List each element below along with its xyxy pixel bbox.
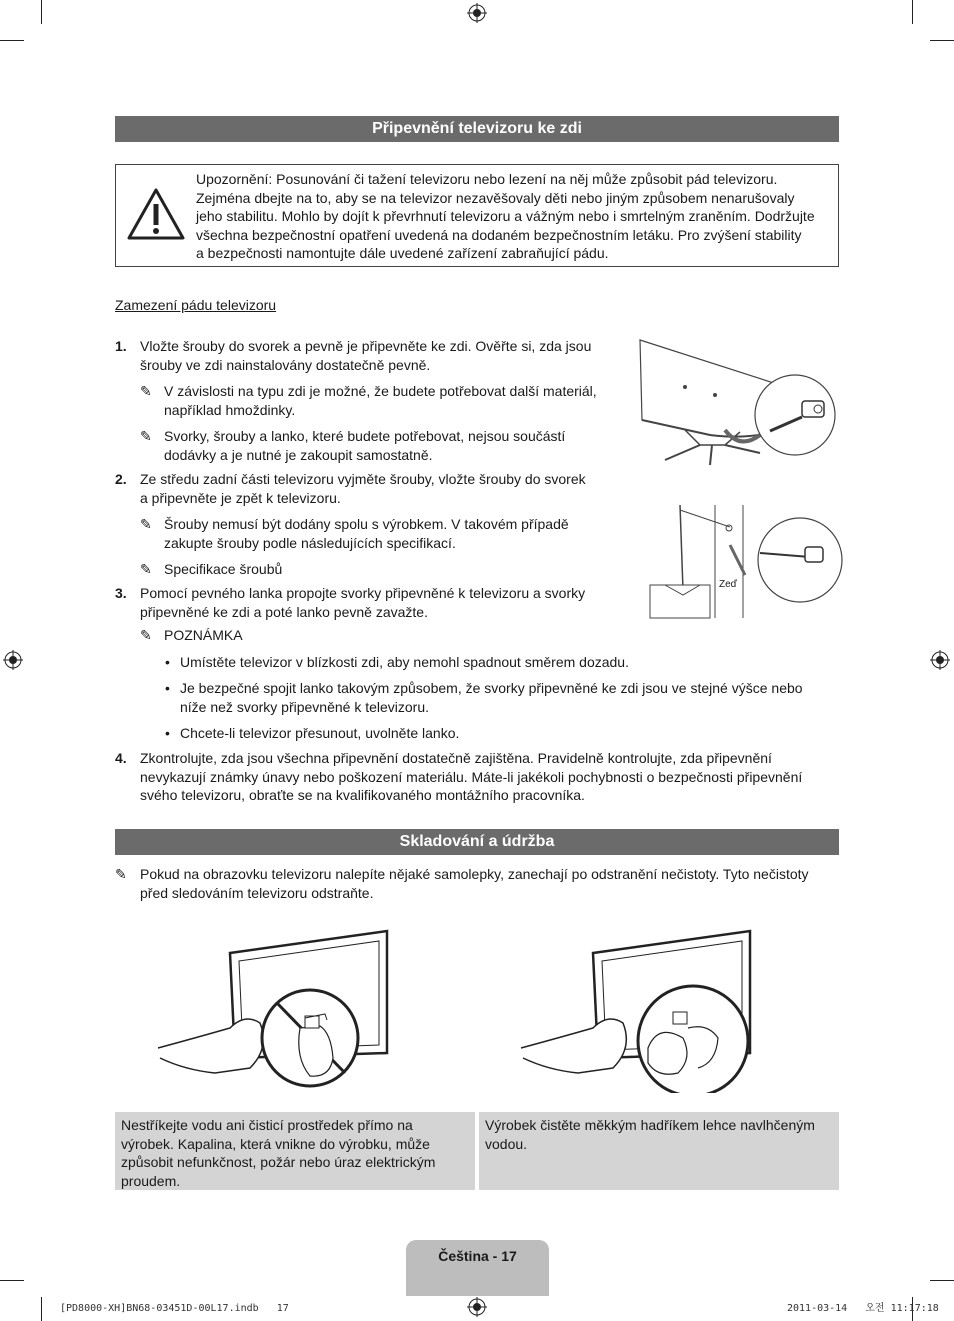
bullet-dot-icon: • (165, 654, 170, 670)
wall-label: Zeď (719, 579, 737, 590)
note-text (164, 382, 624, 419)
caption-do-not-spray (115, 1112, 475, 1190)
caption-line: proudem. (121, 1172, 181, 1189)
note-pencil-icon: ✎ (115, 866, 127, 882)
file-info: [PD8000-XH]BN68-03451D-00L17.indb 17 (60, 1303, 289, 1314)
note-label: POZNÁMKA (164, 627, 243, 643)
caption-soft-cloth (479, 1112, 839, 1190)
subheading-fall-prevention: Zamezení pádu televizoru (115, 297, 277, 313)
step-line: Vložte šrouby do svorek a pevně je připevněte ke zdi. Ověřte si, zda jsou (140, 338, 592, 354)
section-title-wall-mount: Připevnění televizoru ke zdi (115, 116, 839, 142)
crop-mark (930, 40, 954, 41)
spray-prohibited-illustration (155, 928, 395, 1088)
warning-line: všechna bezpečnostní opatření uvedená na dodaném bezpečnostním letáku. Pro zvýšení stability (196, 226, 802, 243)
bullet-line: Chcete-li televizor přesunout, uvolněte lanko. (180, 725, 460, 741)
bullet-text (180, 724, 840, 743)
warning-label: Upozornění (196, 171, 269, 187)
note-pencil-icon: ✎ (140, 428, 152, 444)
crop-mark (41, 1297, 42, 1321)
caption-line: Výrobek čistěte měkkým hadříkem lehce navlhčeným (485, 1117, 815, 1133)
step-text (140, 470, 620, 507)
note-line: Svorky, šrouby a lanko, které budete potřebovat, nejsou součástí (164, 428, 566, 444)
step-number: 3. (115, 585, 127, 601)
cloth-cleaning-illustration (518, 928, 758, 1093)
step-line: Ze středu zadní části televizoru vyjměte šrouby, vložte šrouby do svorek (140, 471, 586, 487)
registration-mark-icon (467, 1297, 487, 1317)
step-line: a připevněte je zpět k televizoru. (140, 489, 341, 506)
bullet-line: Umístěte televizor v blízkosti zdi, aby nemohl spadnout směrem dozadu. (180, 654, 629, 670)
note-line: Pokud na obrazovku televizoru nalepíte nějaké samolepky, zanechají po odstranění nečistoty. Tyto nečistoty (140, 866, 809, 882)
warning-line: jeho stabilitu. Mohlo by dojít k převrhnutí televizoru a vážným nebo i smrtelným zraněním. Dodržujte (196, 208, 815, 224)
step-text (140, 749, 840, 805)
step-number: 2. (115, 471, 127, 487)
registration-mark-icon (930, 650, 950, 670)
note-line: Šrouby nemusí být dodány spolu s výrobkem. V takovém případě (164, 516, 569, 532)
step-line: Pomocí pevného lanka propojte svorky připevněné k televizoru a svorky (140, 585, 586, 601)
crop-mark (930, 1280, 954, 1281)
warning-triangle-icon (126, 187, 186, 241)
bullet-line: Je bezpečné spojit lanko takovým způsobem, že svorky připevněné ke zdi jsou ve stejné výšce nebo (180, 680, 803, 696)
step-line: Zkontrolujte, zda jsou všechna připevnění dostatečně zajištěna. Pravidelně kontrolujte, zda připevnění (140, 750, 772, 766)
tv-back-clamp-illustration (630, 335, 845, 470)
bullet-text (180, 653, 840, 672)
registration-mark-icon (3, 650, 23, 670)
warning-line: a bezpečnosti namontujte dále uvedené zařízení zabraňující pádu. (196, 245, 609, 261)
step-line: svého televizoru, obraťte se na kvalifikovaného montážního pracovníka. (140, 787, 585, 803)
note-line: dodávky a je nutné je zakoupit samostatně. (164, 446, 433, 463)
note-pencil-icon: ✎ (140, 627, 152, 643)
crop-mark (912, 0, 913, 24)
step-number: 1. (115, 338, 127, 354)
registration-mark-icon (467, 3, 487, 23)
crop-mark (0, 40, 24, 41)
warning-line: : Posunování či tažení televizoru nebo lezení na něj může způsobit pád televizoru. (268, 171, 778, 187)
note-line: V závislosti na typu zdi je možné, že budete potřebovat další materiál, (164, 383, 597, 399)
caption-line: Nestříkejte vodu ani čisticí prostředek přímo na (121, 1117, 413, 1133)
caption-line: výrobek. Kapalina, která vnikne do výrobku, může (121, 1135, 430, 1152)
section-title-storage-maintenance: Skladování a údržba (115, 829, 839, 855)
bullet-dot-icon: • (165, 725, 170, 741)
page-number-tab (406, 1240, 549, 1296)
note-pencil-icon: ✎ (140, 561, 152, 577)
warning-line: Zejména dbejte na to, aby se na televizor nezavěšovaly děti nebo jiným způsobem nenarušovaly (196, 189, 795, 206)
step-line: šrouby ve zdi nainstalovány dostatečně pevně. (140, 356, 431, 373)
wall-side-illustration (645, 505, 845, 620)
bullet-dot-icon: • (165, 680, 170, 696)
page-number: Čeština - 17 (438, 1248, 517, 1264)
step-text (140, 337, 620, 374)
bullet-line: níže než svorky připevněné k televizoru. (180, 698, 430, 715)
note-text (164, 515, 624, 552)
note-pencil-icon: ✎ (140, 383, 152, 399)
date-info: 2011-03-14 오전 11:17:18 (787, 1303, 939, 1314)
note-text: Specifikace šroubů (164, 561, 283, 577)
note-pencil-icon: ✎ (140, 516, 152, 532)
step-text (140, 584, 620, 621)
note-line: před sledováním televizoru odstraňte. (140, 884, 374, 901)
note-line: například hmoždinky. (164, 401, 296, 418)
crop-mark (41, 0, 42, 24)
note-line: zakupte šrouby podle následujících specifikací. (164, 534, 456, 551)
crop-mark (0, 1280, 24, 1281)
step-line: připevněné ke zdi a poté lanko pevně zavažte. (140, 603, 428, 620)
note-text (164, 427, 624, 464)
caption-line: vodou. (485, 1135, 528, 1152)
warning-box (115, 164, 839, 267)
step-number: 4. (115, 750, 127, 766)
step-line: nevykazují známky únavy nebo poškození materiálu. Máte-li jakékoli pochybnosti o bezpečnosti připevnění (140, 768, 803, 785)
warning-text (196, 170, 836, 263)
note-text (140, 865, 840, 902)
caption-line: způsobit nefunkčnost, požár nebo úraz elektrickým (121, 1154, 436, 1170)
bullet-text (180, 679, 840, 716)
